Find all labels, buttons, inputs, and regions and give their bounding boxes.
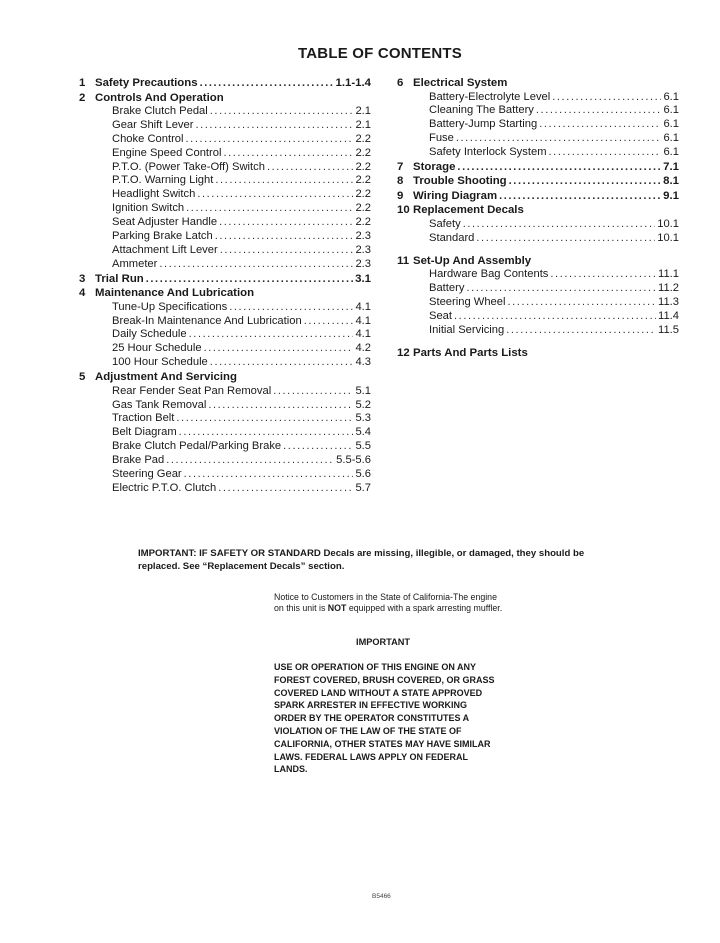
toc-left-column (79, 76, 371, 496)
entry-title: Daily Schedule (112, 328, 187, 341)
toc-entry (79, 482, 371, 496)
page-number: 6.1 (663, 104, 679, 117)
page-number: 7.1 (663, 160, 679, 173)
entry-title: Hardware Bag Contents (429, 268, 549, 281)
page-number: 2.3 (355, 230, 371, 243)
page-number: 11.3 (658, 296, 679, 309)
page-number: 11.5 (658, 323, 679, 336)
toc-entry (79, 328, 371, 342)
section-title: Safety Precautions (95, 77, 198, 89)
dot-leader (220, 244, 354, 258)
toc-right-column (397, 76, 679, 360)
toc-entry (79, 105, 371, 119)
dot-leader (146, 272, 353, 287)
entry-title: Parking Brake Latch (112, 230, 213, 243)
entry-title: P.T.O. Warning Light (112, 174, 214, 187)
dot-leader (273, 385, 353, 399)
page-number: 10.1 (657, 217, 679, 230)
page-number: 9.1 (663, 189, 679, 202)
section-number: 9 (397, 189, 404, 202)
section-number: 12 (397, 346, 410, 359)
toc-entry (79, 301, 371, 315)
entry-title: Brake Clutch Pedal/Parking Brake (112, 440, 282, 453)
entry-title: P.T.O. (Power Take-Off) Switch (112, 160, 265, 173)
toc-section (79, 91, 371, 106)
page-number: 11.4 (658, 309, 679, 322)
notice-text-bold: NOT (327, 603, 347, 614)
toc-entry (79, 258, 371, 272)
page-number: 5.7 (355, 481, 371, 494)
toc-entry (79, 174, 371, 188)
toc-entry (79, 244, 371, 258)
section-title: Trial Run (95, 272, 144, 285)
dot-leader (159, 258, 353, 272)
page-number: 2.2 (355, 216, 371, 229)
entry-title: Safety (429, 217, 461, 230)
section-number: 3 (79, 272, 86, 285)
entry-title: Steering Gear (112, 467, 182, 480)
toc-section (397, 174, 679, 189)
page-number: 8.1 (663, 175, 679, 188)
dot-leader (304, 315, 354, 329)
page-number: 2.1 (355, 105, 371, 117)
page-number: 4.3 (355, 356, 371, 369)
toc-section (397, 346, 679, 361)
dot-leader (223, 147, 353, 161)
page-number: 11.2 (658, 282, 679, 295)
dot-leader (550, 268, 656, 282)
entry-title: Gas Tank Removal (112, 398, 207, 411)
entry-title: Cleaning The Battery (429, 104, 534, 117)
toc-section (397, 189, 679, 204)
dot-leader (218, 482, 353, 496)
page-number: 2.2 (355, 160, 371, 173)
decal-important-notice: IMPORTANT: IF SAFETY OR STANDARD Decals are missing, illegible, or damaged, they should be replaced. See “Replacement Decals” section. (138, 548, 585, 572)
section-title: Storage (413, 160, 456, 173)
toc-entry (397, 118, 679, 132)
entry-title: Engine Speed Control (112, 146, 222, 159)
toc-entry (79, 161, 371, 175)
page-number: 2.2 (355, 188, 371, 201)
section-number: 4 (79, 287, 86, 300)
page-number: 6.1 (663, 90, 679, 103)
toc-entry (79, 147, 371, 161)
toc-entry (79, 230, 371, 244)
dot-leader (166, 454, 334, 468)
dot-leader (549, 146, 662, 160)
toc-entry (397, 296, 679, 310)
dot-leader (215, 230, 354, 244)
dot-leader (176, 412, 353, 426)
section-title: Wiring Diagram (413, 189, 498, 202)
entry-title: Rear Fender Seat Pan Removal (112, 384, 272, 397)
toc-entry (397, 218, 679, 232)
toc-entry (397, 324, 679, 338)
entry-title: Battery (429, 282, 465, 295)
entry-title: Headlight Switch (112, 188, 196, 201)
toc-entry (79, 440, 371, 454)
page-number: 5.5-5.6 (336, 454, 371, 467)
page-number: 5.5 (355, 440, 371, 453)
dot-leader (195, 119, 353, 133)
entry-title: Electric P.T.O. Clutch (112, 481, 217, 494)
toc-section (397, 203, 679, 218)
toc-entry (79, 454, 371, 468)
page-number: 5.4 (355, 426, 371, 439)
dot-leader (283, 440, 353, 454)
entry-title: Ammeter (112, 257, 158, 270)
section-title: Electrical System (413, 77, 508, 89)
dot-leader (210, 356, 354, 370)
toc-entry (397, 310, 679, 324)
entry-title: Fuse (429, 132, 454, 145)
entry-title: Choke Control (112, 132, 184, 145)
toc-entry (397, 104, 679, 118)
page-number: 5.1 (355, 384, 371, 397)
toc-entry (79, 216, 371, 230)
entry-title: Safety Interlock System (429, 146, 547, 159)
toc-entry (79, 399, 371, 413)
entry-title: Steering Wheel (429, 296, 506, 309)
entry-title: 100 Hour Schedule (112, 356, 208, 369)
entry-title: Brake Clutch Pedal (112, 105, 208, 117)
entry-title: Gear Shift Lever (112, 118, 194, 131)
dot-leader (509, 174, 662, 189)
dot-leader (210, 105, 354, 119)
section-title: Controls And Operation (95, 91, 224, 104)
toc-entry (79, 468, 371, 482)
toc-entry (79, 385, 371, 399)
section-number: 1 (79, 77, 86, 89)
page-number: 1.1-1.4 (335, 77, 371, 89)
section-title: Maintenance And Lubrication (95, 287, 255, 300)
page-number: 6.1 (663, 118, 679, 131)
section-number: 11 (397, 254, 410, 267)
dot-leader (539, 118, 661, 132)
page-number: 2.2 (355, 146, 371, 159)
section-spacer (397, 246, 679, 254)
entry-title: Standard (429, 231, 475, 244)
dot-leader (204, 342, 354, 356)
page-number: 5.3 (355, 412, 371, 425)
section-number: 2 (79, 91, 86, 104)
entry-title: Initial Servicing (429, 323, 505, 336)
section-title: Replacement Decals (413, 204, 524, 217)
toc-section (79, 370, 371, 385)
dot-leader (186, 202, 353, 216)
section-number: 8 (397, 175, 404, 188)
section-number: 7 (397, 160, 404, 173)
toc-entry (79, 133, 371, 147)
toc-entry (397, 268, 679, 282)
dot-leader (186, 133, 354, 147)
toc-entry (79, 356, 371, 370)
toc-entry (397, 282, 679, 296)
entry-title: Attachment Lift Lever (112, 243, 218, 256)
dot-leader (499, 189, 661, 204)
entry-title: 25 Hour Schedule (112, 342, 202, 355)
page-number: 2.1 (355, 118, 371, 131)
page-number: 2.3 (355, 243, 371, 256)
toc-section (79, 286, 371, 301)
entry-title: Seat (429, 309, 453, 322)
notice-text-pre: Notice to Customers in the State of California-The engine on this unit is (274, 592, 497, 614)
toc-section (397, 76, 679, 91)
page-number: 3.1 (355, 272, 371, 285)
dot-leader (476, 232, 655, 246)
dot-leader (189, 328, 354, 342)
toc-entry (79, 412, 371, 426)
toc-section (79, 272, 371, 287)
section-number: 5 (79, 371, 86, 384)
toc-entry (397, 132, 679, 146)
dot-leader (197, 188, 353, 202)
page-number: 4.1 (355, 328, 371, 341)
toc-section (397, 160, 679, 175)
document-code: B5466 (372, 893, 391, 900)
page-number: 2.2 (355, 132, 371, 145)
entry-title: Brake Pad (112, 454, 165, 467)
toc-section (79, 76, 371, 91)
section-spacer (397, 338, 679, 346)
toc-entry (79, 315, 371, 329)
entry-title: Belt Diagram (112, 426, 177, 439)
page-number: 4.2 (355, 342, 371, 355)
toc-entry (79, 188, 371, 202)
page-number: 4.1 (355, 314, 371, 327)
entry-title: Seat Adjuster Handle (112, 216, 218, 229)
important-body: USE OR OPERATION OF THIS ENGINE ON ANY FOREST COVERED, BRUSH COVERED, OR GRASS COVERED LAND WITHOUT A STATE APPROVED SPARK ARRESTER IN EFFECTIVE WORKING ORDER BY THE OPERATOR CONSTITUTES A VIOLATION OF THE LAW OF THE STATE OF CALIFORNIA, OTHER STATES MAY HAVE SIMILAR LAWS. FEDERAL LAWS APPLY ON FEDERAL LANDS. (274, 662, 495, 775)
dot-leader (208, 399, 353, 413)
important-heading: IMPORTANT (356, 637, 410, 647)
page-number: 11.1 (658, 268, 679, 281)
dot-leader (457, 160, 661, 175)
california-notice (274, 592, 504, 614)
page-number: 6.1 (663, 146, 679, 159)
entry-title: Ignition Switch (112, 202, 185, 215)
toc-entry (79, 119, 371, 133)
page-number: 5.6 (355, 467, 371, 480)
page-number: 5.2 (355, 398, 371, 411)
dot-leader (229, 301, 353, 315)
page-title: TABLE OF CONTENTS (298, 45, 462, 62)
entry-title: Break-In Maintenance And Lubrication (112, 314, 302, 327)
dot-leader (454, 310, 656, 324)
toc-entry (79, 342, 371, 356)
toc-entry (79, 202, 371, 216)
section-number: 6 (397, 77, 404, 89)
dot-leader (536, 104, 662, 118)
entry-title: Battery-Jump Starting (429, 118, 538, 131)
page-number: 10.1 (657, 231, 679, 244)
page-number: 2.3 (355, 257, 371, 270)
dot-leader (200, 76, 334, 91)
dot-leader (267, 161, 353, 175)
page-number: 4.1 (355, 300, 371, 313)
dot-leader (463, 218, 656, 232)
dot-leader (552, 91, 661, 105)
page-number: 2.2 (355, 174, 371, 187)
dot-leader (466, 282, 656, 296)
toc-entry (79, 426, 371, 440)
dot-leader (179, 426, 354, 440)
entry-title: Traction Belt (112, 412, 175, 425)
section-number: 10 (397, 204, 410, 217)
dot-leader (506, 324, 656, 338)
section-title: Parts And Parts Lists (413, 346, 528, 359)
entry-title: Battery-Electrolyte Level (429, 90, 551, 103)
page-number: 2.2 (355, 202, 371, 215)
toc-entry (397, 232, 679, 246)
page-number: 6.1 (663, 132, 679, 145)
section-title: Set-Up And Assembly (413, 254, 532, 267)
dot-leader (219, 216, 353, 230)
dot-leader (508, 296, 657, 310)
dot-leader (456, 132, 662, 146)
section-title: Adjustment And Servicing (95, 371, 237, 384)
dot-leader (184, 468, 354, 482)
dot-leader (215, 174, 353, 188)
toc-entry (397, 91, 679, 105)
entry-title: Tune-Up Specifications (112, 300, 228, 313)
toc-entry (397, 146, 679, 160)
toc-section (397, 254, 679, 269)
notice-text-post: equipped with a spark arresting muffler. (346, 603, 503, 614)
section-title: Trouble Shooting (413, 175, 507, 188)
